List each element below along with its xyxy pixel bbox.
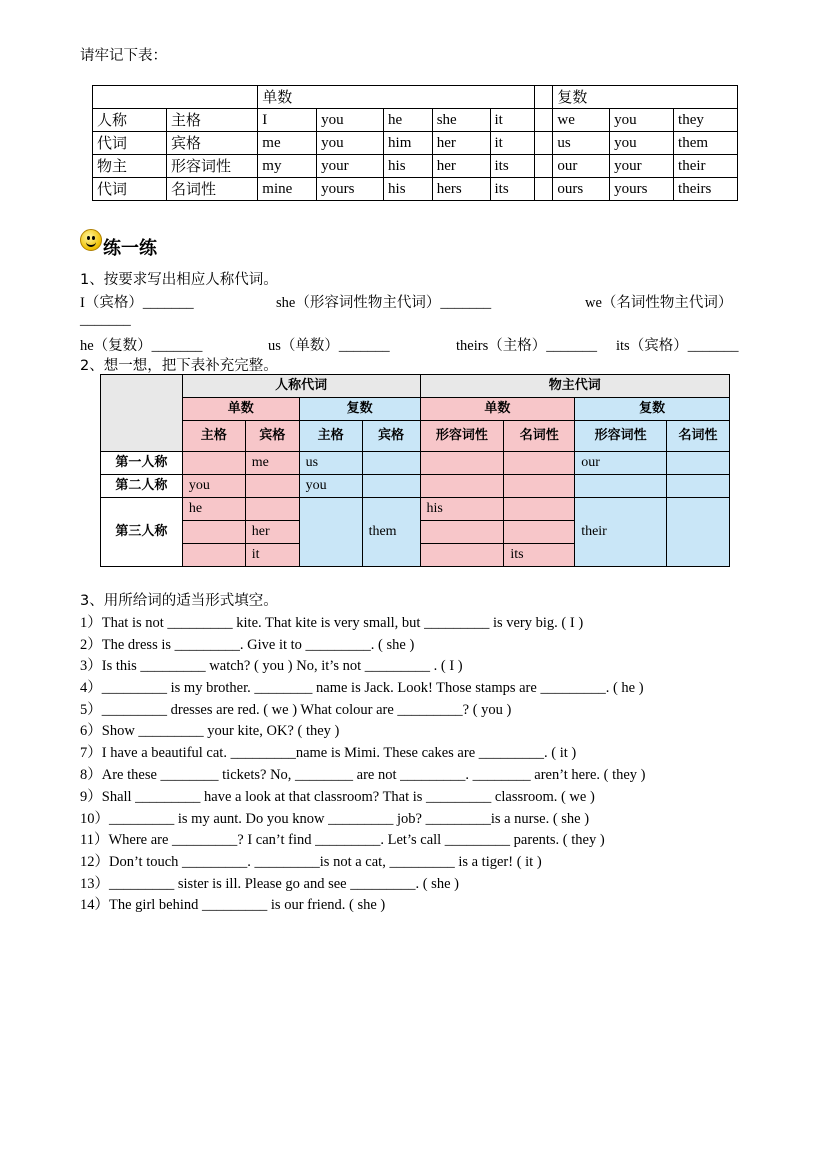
table-row <box>93 109 738 132</box>
table1-cell: our <box>553 155 610 178</box>
table1-cell: they <box>674 109 738 132</box>
q1-item: us（单数）_______ <box>268 338 390 354</box>
exercise-line: 12）Don’t touch _________. _________is not a cat, _________ is a tiger! ( it ) <box>80 854 542 870</box>
table2-cell: their <box>575 498 667 567</box>
q1-item: its（宾格）_______ <box>616 338 739 354</box>
blank-cell[interactable] <box>504 475 575 498</box>
table1-cell: us <box>553 132 610 155</box>
blank-cell[interactable] <box>420 452 504 475</box>
table1-cell: she <box>432 109 490 132</box>
intro-text: 请牢记下表： <box>80 48 167 64</box>
table1-cell: her <box>432 132 490 155</box>
table2-header-personal: 人称代词 <box>182 375 420 398</box>
table2-cell: you <box>182 475 245 498</box>
table1-cell: I <box>258 109 317 132</box>
table1-case-label: 形容词性 <box>167 155 258 178</box>
table2-cell: our <box>575 452 667 475</box>
blank-cell[interactable] <box>182 521 245 544</box>
table2-header-subj: 主格 <box>182 421 245 452</box>
q1-item: she（形容词性物主代词）_______ <box>276 295 492 311</box>
table2-header-obj: 宾格 <box>245 421 299 452</box>
table1-cell: her <box>432 155 490 178</box>
table1-cell: he <box>384 109 433 132</box>
table2-row-label: 第二人称 <box>101 475 183 498</box>
exercise-line: 4）_________ is my brother. ________ name is Jack. Look! Those stamps are _________. ( he ) <box>80 680 644 696</box>
table1-cell: me <box>258 132 317 155</box>
table2-header-noun: 名词性 <box>504 421 575 452</box>
blank-cell[interactable] <box>182 544 245 567</box>
exercise-line: 2）The dress is _________. Give it to _________. ( she ) <box>80 637 415 653</box>
table2-header-sg: 单数 <box>182 398 299 421</box>
table1-cell: your <box>610 155 674 178</box>
table2-cell: you <box>299 475 362 498</box>
blank-cell[interactable] <box>245 475 299 498</box>
table2-row-label: 第三人称 <box>101 498 183 567</box>
table2-cell: his <box>420 498 504 521</box>
table2-row-label: 第一人称 <box>101 452 183 475</box>
table2-header-possessive: 物主代词 <box>420 375 730 398</box>
blank-cell[interactable] <box>575 475 667 498</box>
exercise-line: 1）That is not _________ kite. That kite is very small, but _________ is very big. ( I ) <box>80 615 584 631</box>
table2-cell: it <box>245 544 299 567</box>
blank-cell[interactable] <box>667 475 730 498</box>
table2-header-obj: 宾格 <box>362 421 420 452</box>
table1-header-singular: 单数 <box>258 86 535 109</box>
blank-cell[interactable] <box>420 475 504 498</box>
exercise-line: 10）_________ is my aunt. Do you know _________ job? _________is a nurse. ( she ) <box>80 811 590 827</box>
blank-cell[interactable] <box>420 521 504 544</box>
table1-group-label: 物主 <box>93 155 167 178</box>
table2-corner <box>101 375 183 452</box>
table1-cell: yours <box>317 178 384 201</box>
table1-cell: ours <box>553 178 610 201</box>
table1-cell: your <box>317 155 384 178</box>
table1-cell: yours <box>610 178 674 201</box>
exercise-line: 8）Are these ________ tickets? No, ________ are not _________. ________ aren’t here. ( they ) <box>80 767 646 783</box>
blank-cell[interactable] <box>667 498 730 567</box>
table1-case-label: 宾格 <box>167 132 258 155</box>
blank-cell[interactable] <box>420 544 504 567</box>
practice-heading: 练一练 <box>103 238 157 259</box>
table2-cell: me <box>245 452 299 475</box>
table1-cell: his <box>384 155 433 178</box>
table-row <box>101 452 730 475</box>
q1-item: I（宾格）_______ <box>80 295 194 311</box>
blank-cell[interactable] <box>667 452 730 475</box>
exercise-line: 13）_________ sister is ill. Please go and see _________. ( she ) <box>80 876 459 892</box>
exercise-line: 11）Where are _________? I can’t find _________. Let’s call _________ parents. ( they ) <box>80 832 605 848</box>
table-row <box>93 178 738 201</box>
table1-case-label: 名词性 <box>167 178 258 201</box>
q1-item: he（复数）_______ <box>80 338 203 354</box>
q3-title: 3、用所给词的适当形式填空。 <box>80 593 278 609</box>
table1-cell: his <box>384 178 433 201</box>
exercise-line: 3）Is this _________ watch? ( you ) No, it’s not _________ . ( I ) <box>80 658 463 674</box>
exercise-line: 9）Shall _________ have a look at that classroom? That is _________ classroom. ( we ) <box>80 789 595 805</box>
exercise-line: 14）The girl behind _________ is our friend. ( she ) <box>80 897 386 913</box>
exercise-line: 6）Show _________ your kite, OK? ( they ) <box>80 723 340 739</box>
table2-header-pl: 复数 <box>575 398 730 421</box>
blank-cell[interactable] <box>504 521 575 544</box>
table1-group-label: 人称 <box>93 109 167 132</box>
q1-item: we（名词性物主代词） <box>585 295 733 311</box>
table1-gap <box>535 132 553 155</box>
blank-cell[interactable] <box>245 498 299 521</box>
table2-cell: he <box>182 498 245 521</box>
table-row <box>93 155 738 178</box>
exercise-line: 7）I have a beautiful cat. _________name is Mimi. These cakes are _________. ( it ) <box>80 745 577 761</box>
table1-gap <box>535 178 553 201</box>
pronoun-reference-table <box>92 85 738 201</box>
table2-header-adj: 形容词性 <box>575 421 667 452</box>
blank-cell[interactable] <box>362 452 420 475</box>
table1-cell: my <box>258 155 317 178</box>
q1-title: 1、按要求写出相应人称代词。 <box>80 272 278 288</box>
table1-gap <box>535 86 553 109</box>
table1-cell: its <box>490 178 535 201</box>
table2-header-pl: 复数 <box>299 398 420 421</box>
table1-cell: their <box>674 155 738 178</box>
table1-gap <box>535 155 553 178</box>
table1-group-label: 代词 <box>93 178 167 201</box>
table1-cell: it <box>490 109 535 132</box>
blank-cell[interactable] <box>362 475 420 498</box>
table1-cell: you <box>317 109 384 132</box>
table2-cell: her <box>245 521 299 544</box>
q1-item: theirs（主格）_______ <box>456 338 597 354</box>
table1-cell: you <box>610 109 674 132</box>
table2-cell: us <box>299 452 362 475</box>
blank-cell[interactable] <box>504 498 575 521</box>
table2-header-noun: 名词性 <box>667 421 730 452</box>
table1-cell: you <box>317 132 384 155</box>
table2-header-sg: 单数 <box>420 398 575 421</box>
table1-group-label: 代词 <box>93 132 167 155</box>
table-row <box>101 498 730 521</box>
table1-cell: its <box>490 155 535 178</box>
table-row <box>93 132 738 155</box>
table1-cell: theirs <box>674 178 738 201</box>
table1-header-plural: 复数 <box>553 86 738 109</box>
blank-cell[interactable] <box>504 452 575 475</box>
q2-title: 2、想一想，把下表补充完整。 <box>80 358 278 374</box>
table1-cell: we <box>553 109 610 132</box>
table1-corner <box>93 86 258 109</box>
exercise-line: 5）_________ dresses are red. ( we ) What colour are _________? ( you ) <box>80 702 512 718</box>
table1-cell: them <box>674 132 738 155</box>
table1-case-label: 主格 <box>167 109 258 132</box>
table1-gap <box>535 109 553 132</box>
table2-cell: them <box>362 498 420 567</box>
table2-header-subj: 主格 <box>299 421 362 452</box>
table1-cell: you <box>610 132 674 155</box>
pronoun-fill-table <box>100 374 730 567</box>
table1-cell: it <box>490 132 535 155</box>
table1-cell: hers <box>432 178 490 201</box>
table2-cell: its <box>504 544 575 567</box>
smiley-icon <box>80 229 102 251</box>
blank-cell[interactable] <box>299 498 362 567</box>
table1-cell: mine <box>258 178 317 201</box>
q1-item: _______ <box>80 312 131 328</box>
table-row <box>101 475 730 498</box>
blank-cell[interactable] <box>182 452 245 475</box>
table2-header-adj: 形容词性 <box>420 421 504 452</box>
table1-cell: him <box>384 132 433 155</box>
